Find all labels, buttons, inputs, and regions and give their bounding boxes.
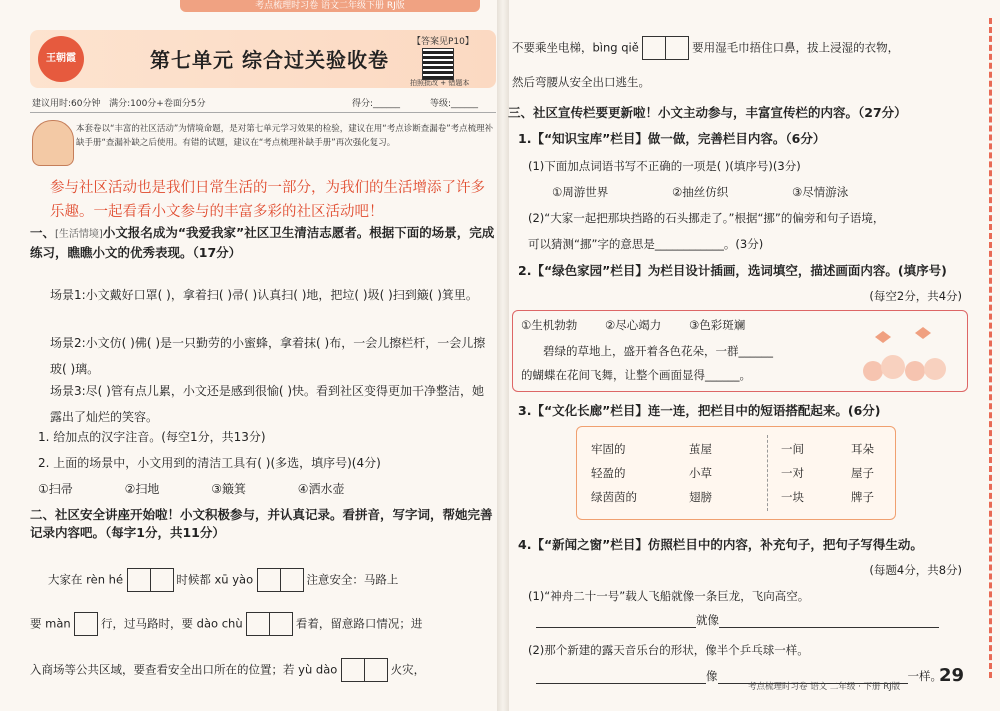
section-1-tag: [生活情境] (55, 229, 103, 240)
pinyin-bingqie: 不要乘坐电梯，bìng qiě (512, 40, 639, 55)
pinyin-row-1 (48, 568, 398, 592)
pinyin-row-3 (30, 658, 425, 682)
row-3-tail: 火灾， (390, 662, 426, 677)
word-1[interactable]: ①生机勃勃 (521, 318, 578, 332)
right-row-2: 然后弯腰从安全出口逃生。 (512, 75, 650, 89)
section-1-number: 一、 (30, 225, 56, 240)
footer-text: 考点梳理时习卷 语文 二年级 · 下册 RJ版 (748, 682, 901, 692)
match-item[interactable]: 牢固的 (591, 442, 626, 456)
writing-grid[interactable] (642, 36, 688, 60)
r-question-2-points: (每空2分，共4分) (869, 289, 962, 303)
option-1[interactable]: ①扫帚 (38, 482, 73, 496)
divider (767, 435, 768, 511)
row-1-tail: 注意安全：马路上 (306, 572, 399, 587)
exam-meta (32, 96, 498, 109)
qr-caption: 拍照批改 + 错题本 (410, 79, 470, 87)
yiyang: 一样。 (907, 669, 942, 683)
match-item[interactable]: 茧屋 (689, 442, 712, 456)
word-3[interactable]: ③色彩斑斓 (688, 318, 746, 332)
pinyin-xuyao: 时候都 xū yào (176, 572, 254, 587)
grade-field[interactable]: 等级:______ (430, 99, 479, 109)
scene-2: 场景2:小文仿( )佛( )是一只勤劳的小蜜蜂，拿着抹( )布，一会儿擦栏杆，一会儿擦玻( )璃。 (50, 336, 486, 376)
r-question-4-1: (1)“神舟二十一号”载人飞船就像一条巨龙，飞向高空。 (528, 589, 810, 603)
section-1-text: 小文报名成为“我爱我家”社区卫生清洁志愿者。根据下面的场景，完成练习，瞧瞧小文的优秀表现。（17分） (30, 225, 495, 260)
match-item[interactable]: 一块 (781, 490, 804, 504)
r-question-1-2b: 可以猜测“挪”字的意思是____________。(3分) (528, 237, 764, 251)
word-options (521, 317, 745, 333)
match-item[interactable]: 翅膀 (689, 490, 712, 504)
r-question-1: 1.【“知识宝库”栏目】做一做，完善栏目内容。（6分） (518, 131, 826, 146)
section-2-heading: 二、社区安全讲座开始啦！小文积极参与，并认真记录。看拼音，写字词，帮她完善记录内容吧。（每字1分，共11分） (30, 507, 493, 540)
r-question-4-2: (2)那个新建的露天音乐台的形状，像半个乒乓球一样。 (528, 643, 809, 657)
page-title: 第七单元 综合过关验收卷 (150, 48, 389, 72)
r-question-4: 4.【“新闻之窗”栏目】仿照栏目中的内容，补充句子，把句子写得生动。 (518, 537, 923, 552)
r-question-4-points: (每题4分，共8分) (869, 563, 962, 577)
row-2-tail: 看着，留意路口情况；进 (295, 616, 423, 631)
qr-code-icon[interactable] (422, 48, 454, 80)
writing-grid[interactable] (127, 568, 173, 592)
r-question-3: 3.【“文化长廊”栏目】连一连，把栏目中的短语搭配起来。(6分) (518, 403, 881, 418)
writing-grid[interactable] (246, 612, 292, 636)
fill-text-1[interactable]: 碧绿的草地上，盛开着各色花朵，一群______ (543, 344, 773, 358)
fill-text-2[interactable]: 的蝴蝶在花间飞舞，让整个画面显得______。 (521, 368, 751, 382)
pinyin-row-2 (30, 612, 422, 636)
match-col-3 (781, 437, 804, 509)
r-question-2: 2.【“绿色家园”栏目】为栏目设计插画，选词填空，描述画面内容。(填序号) (518, 263, 947, 278)
pinyin-man: 要 màn (30, 616, 71, 631)
matching-box (576, 426, 896, 520)
r-question-1-options (552, 184, 848, 200)
writing-grid[interactable] (257, 568, 303, 592)
word-2[interactable]: ②尽心竭力 (604, 318, 662, 332)
section-1-heading (30, 224, 496, 262)
pinyin-daochu: 行，过马路时，要 dào chù (101, 616, 243, 631)
r-question-1-1: (1)下面加点词语书写不正确的一项是( )(填序号)(3分) (528, 159, 801, 173)
match-item[interactable]: 一间 (781, 442, 804, 456)
right-row-1 (512, 36, 899, 60)
match-col-1 (591, 437, 637, 509)
match-item[interactable]: 绿茵茵的 (591, 490, 637, 504)
pinyin-yudao: 入商场等公共区域，要查看安全出口所在的位置；若 yù dào (30, 662, 338, 677)
option-3[interactable]: ③簸箕 (211, 482, 246, 496)
section-3-heading: 三、社区宣传栏要更新啦！小文主动参与，丰富宣传栏的内容。（27分） (508, 105, 907, 120)
scene-3: 场景3:尽( )管有点儿累，小文还是感到很愉( )快。看到社区变得更加干净整洁，她露出了灿烂的笑容。 (50, 384, 485, 424)
match-item[interactable]: 小草 (689, 466, 712, 480)
right-row-1-tail: 要用湿毛巾捂住口鼻，拔上浸湿的衣物， (692, 40, 900, 55)
green-home-box (512, 310, 968, 392)
match-item[interactable]: 轻盈的 (591, 466, 626, 480)
suggested-time: 建议用时:60分钟 (32, 99, 101, 109)
scene-1: 场景1:小文戴好口罩( )，拿着扫( )帚( )认真扫( )地，把垃( )圾( )扫到簸( )箕里。 (50, 288, 478, 302)
answer-reference: 【答案见P10】 (412, 37, 474, 47)
match-item[interactable]: 一对 (781, 466, 804, 480)
intro-text: 本套卷以“丰富的社区活动”为情境命题，是对第七单元学习效果的检验，建议在用“考点诊断查漏卷”考点梳理补缺手册“查漏补缺之后使用。有错的试题，建议在“考点梳理补缺手册”再次强化复习。 (76, 124, 494, 148)
left-page (20, 12, 498, 702)
xiang: 像 (706, 669, 718, 683)
match-col-2 (689, 437, 712, 509)
question-2: 2. 上面的场景中，小文用到的清洁工具有( )(多选，填序号)(4分) (38, 456, 381, 470)
match-item[interactable]: 屋子 (851, 466, 874, 480)
brand-logo: 王朝霞 (38, 36, 84, 82)
flower-illustration-icon (853, 321, 953, 385)
option-1[interactable]: ①周游世界 (552, 185, 609, 199)
question-1: 1. 给加点的汉字注音。(每空1分，共13分) (38, 430, 266, 444)
option-2[interactable]: ②扫地 (124, 482, 160, 496)
page-number: 29 (938, 665, 964, 686)
girl-avatar-icon (32, 120, 74, 166)
question-2-options (38, 480, 478, 498)
match-col-4 (851, 437, 874, 509)
option-4[interactable]: ④洒水壶 (297, 482, 345, 496)
right-page (508, 12, 976, 702)
writing-grid[interactable] (74, 612, 97, 636)
answer-line-1[interactable] (536, 612, 956, 628)
binding-strip (4, 200, 18, 620)
intro-note (32, 118, 496, 166)
r-question-1-2: (2)“大家一起把那块挡路的石头挪走了。”根据“挪”的偏旁和句子语境， (528, 211, 885, 225)
title-banner (30, 30, 496, 88)
match-item[interactable]: 耳朵 (851, 442, 874, 456)
divider (30, 112, 496, 113)
full-score: 满分:100分+卷面分5分 (109, 99, 206, 109)
option-3[interactable]: ③尽情游泳 (791, 185, 849, 199)
writing-grid[interactable] (341, 658, 387, 682)
match-item[interactable]: 牌子 (851, 490, 874, 504)
lead-paragraph: 参与社区活动也是我们日常生活的一部分，为我们的生活增添了许多乐趣。一起看看小文参与的丰富多彩的社区活动吧！ (50, 180, 485, 220)
top-header-strip: 考点梳理时习卷 语文二年级下册 RJ版 (180, 0, 480, 12)
jiuxiang: 就像 (696, 613, 719, 627)
pinyin-renhe: 大家在 rèn hé (48, 572, 124, 587)
score-field[interactable]: 得分:______ (352, 99, 401, 109)
option-2[interactable]: ②抽丝仿织 (671, 185, 729, 199)
decorative-border (975, 18, 992, 678)
